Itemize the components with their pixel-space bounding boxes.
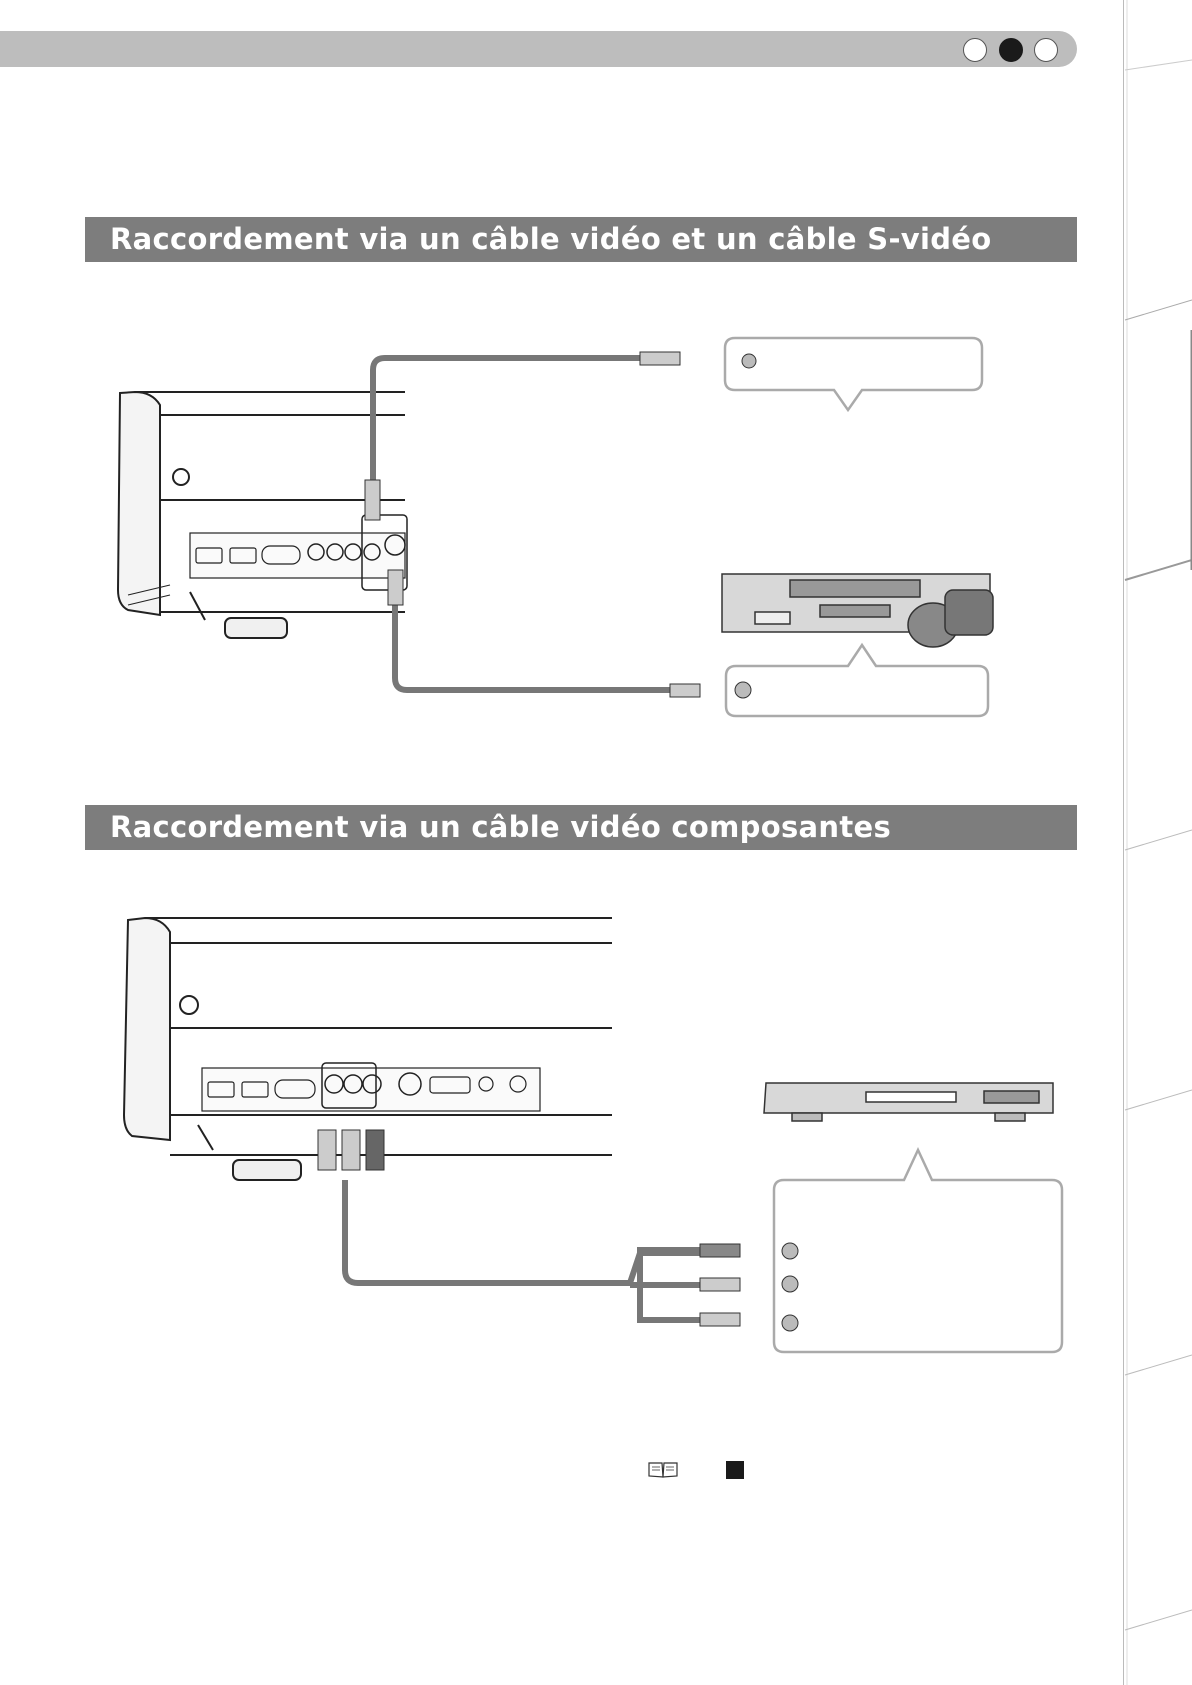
square-icon <box>726 1461 744 1479</box>
section-title-svideo: Raccordement via un câble vidéo et un câble S-vidéo <box>85 217 1077 262</box>
dvd-player-illustration <box>764 1083 1053 1121</box>
section-title-component: Raccordement via un câble vidéo composantes <box>85 805 1077 850</box>
book-icon <box>648 1460 678 1478</box>
component-cable-bundle <box>345 1180 700 1283</box>
